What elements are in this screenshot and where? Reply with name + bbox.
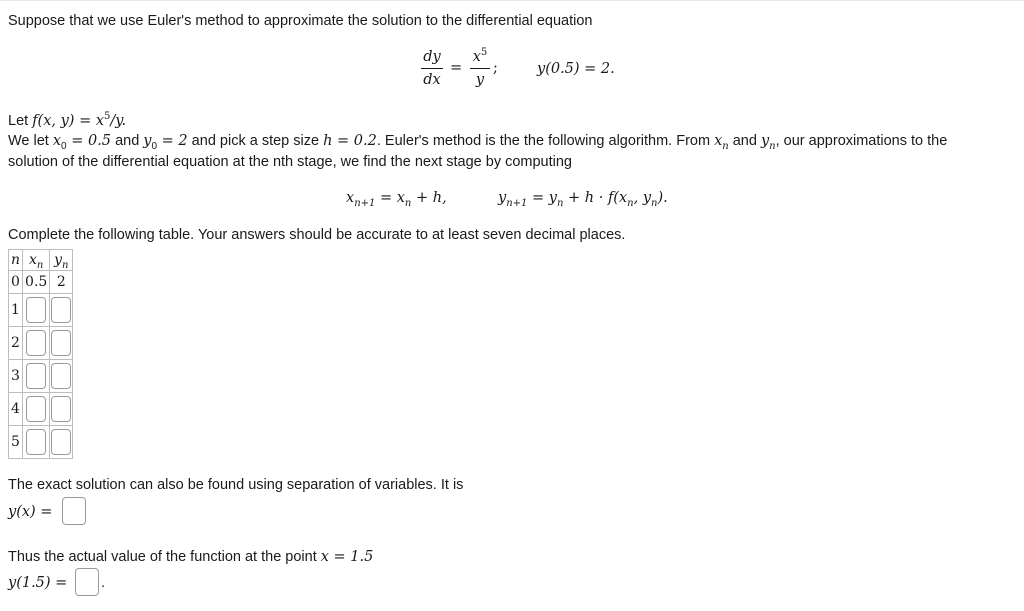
table-row bbox=[9, 294, 73, 327]
intro-text: Suppose that we use Euler's method to approximate the solution to the differential equation bbox=[8, 13, 593, 29]
y4-answer-box[interactable] bbox=[51, 396, 71, 422]
x3-answer-box[interactable] bbox=[26, 363, 46, 389]
final-period: . bbox=[101, 575, 106, 591]
y-recurrence: $y_{n+1} = y_n + h \cdot f(x_n$, $y_n$). bbox=[498, 190, 668, 209]
x5-answer-box[interactable] bbox=[26, 429, 46, 455]
semicolon: ; bbox=[493, 60, 498, 76]
exact-solution-label: y(x) = bbox=[8, 504, 53, 520]
row-n: 5 bbox=[9, 426, 23, 459]
x5-over-y-fraction bbox=[470, 48, 490, 89]
table-row bbox=[9, 327, 73, 360]
header-n: n bbox=[9, 250, 23, 271]
x4-answer-box[interactable] bbox=[26, 396, 46, 422]
table-row bbox=[9, 426, 73, 459]
y-denominator: y bbox=[475, 72, 485, 88]
dy-numerator: dy bbox=[423, 49, 441, 65]
row-n: 2 bbox=[9, 327, 23, 360]
table-row bbox=[9, 360, 73, 393]
thus-text: Thus the actual value of the function at the point x = 1.5 bbox=[8, 549, 374, 565]
row0-n: 0 bbox=[9, 271, 23, 294]
final-value-answer-box[interactable] bbox=[75, 568, 99, 596]
let-line: Let f(x, $y) = x^5/y$. bbox=[8, 111, 127, 129]
paragraph-line-1: We let $x_0 = 0.5$ and $y_0 = 2$ and pick a step size h = 0.2. Euler's method is the the following algorithm. From $x_n$ and $y_n$, our approximations to the bbox=[8, 133, 948, 152]
y5-answer-box[interactable] bbox=[51, 429, 71, 455]
dx-denominator: dx bbox=[423, 72, 441, 88]
fraction-bar bbox=[421, 68, 443, 69]
fraction-bar bbox=[470, 68, 490, 69]
final-value-label: y(1.5) = bbox=[8, 575, 68, 591]
row-n: 4 bbox=[9, 393, 23, 426]
row0-y: 2 bbox=[50, 271, 73, 294]
top-rule bbox=[0, 0, 1024, 1]
dy-dx-fraction bbox=[421, 48, 443, 89]
row-n: 1 bbox=[9, 294, 23, 327]
y3-answer-box[interactable] bbox=[51, 363, 71, 389]
header-xn: $x_n$ bbox=[23, 250, 50, 271]
euler-table bbox=[8, 249, 73, 459]
row-n: 3 bbox=[9, 360, 23, 393]
table-row bbox=[9, 393, 73, 426]
x1-answer-box[interactable] bbox=[26, 297, 46, 323]
instruction-text: Complete the following table. Your answers should be accurate to at least seven decimal places. bbox=[8, 227, 626, 243]
initial-condition: y(0.5) = 2. bbox=[537, 61, 615, 77]
exact-solution-text: The exact solution can also be found using separation of variables. It is bbox=[8, 477, 464, 493]
equals-sign: = bbox=[450, 60, 463, 76]
paragraph-line-2: solution of the differential equation at the nth stage, we find the next stage by computing bbox=[8, 154, 572, 170]
x5-numerator: $x^5$ bbox=[472, 47, 488, 65]
exact-solution-answer-box[interactable] bbox=[62, 497, 86, 525]
x-recurrence: $x_{n+1} = x_n + h$, bbox=[346, 190, 447, 209]
y2-answer-box[interactable] bbox=[51, 330, 71, 356]
x2-answer-box[interactable] bbox=[26, 330, 46, 356]
row0-x: 0.5 bbox=[23, 271, 50, 294]
table-row bbox=[9, 271, 73, 294]
y1-answer-box[interactable] bbox=[51, 297, 71, 323]
table-header-row bbox=[9, 250, 73, 271]
header-yn: $y_n$ bbox=[50, 250, 73, 271]
